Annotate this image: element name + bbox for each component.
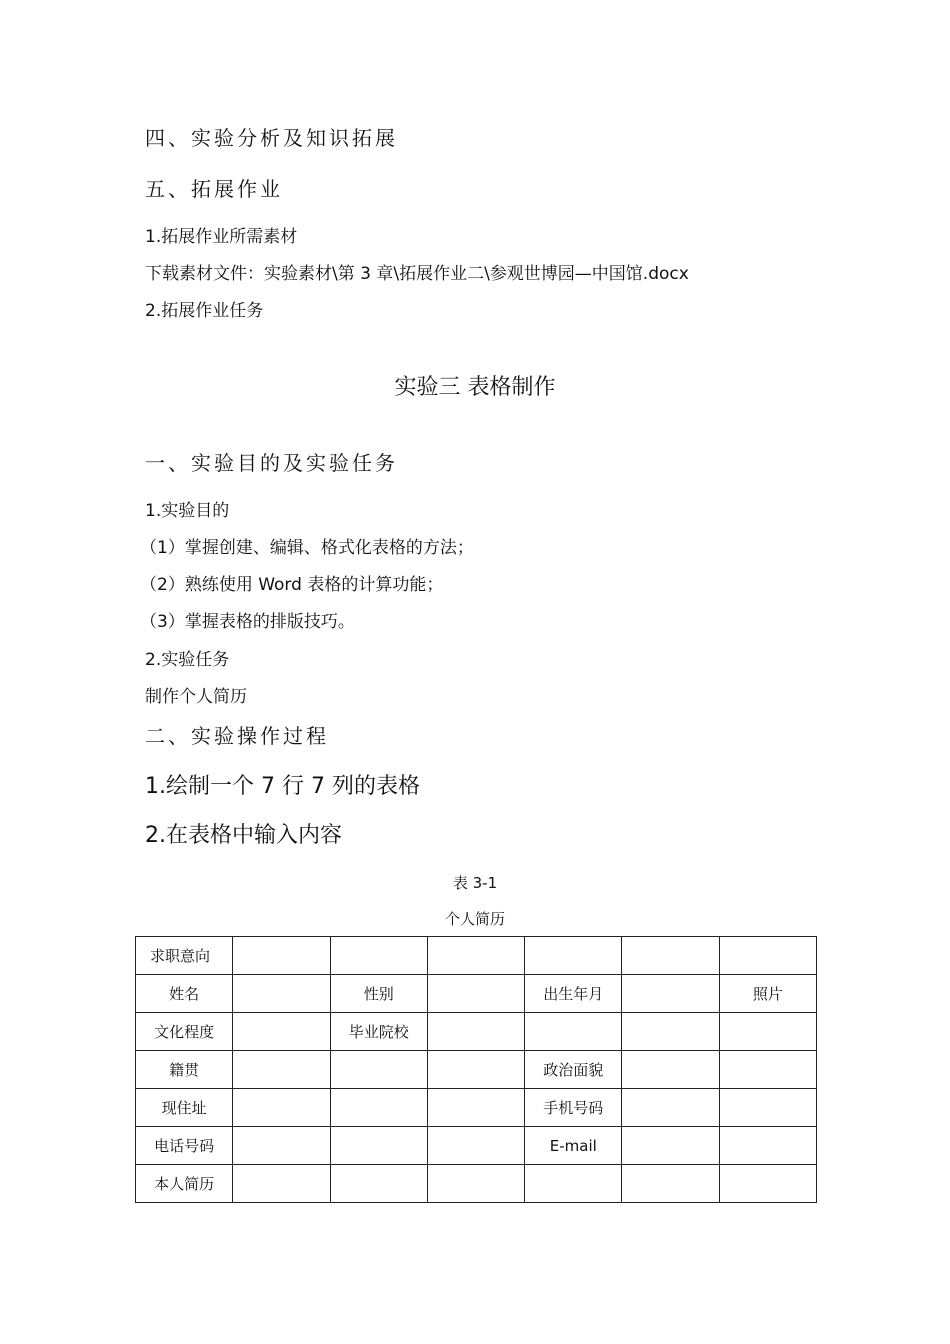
- table-cell: [719, 1051, 816, 1089]
- table-cell: [622, 1013, 719, 1051]
- table-cell: [233, 937, 330, 975]
- step-2: 2.在表格中输入内容: [145, 823, 342, 848]
- table-cell: [525, 1165, 622, 1203]
- task-text: 制作个人简历: [145, 687, 247, 707]
- download-path-text: 下载素材文件：实验素材\第 3 章\拓展作业二\参观世博园—中国馆.docx: [145, 264, 689, 284]
- goal-item-3: （3）掌握表格的排版技巧。: [140, 612, 355, 632]
- table-row: [136, 975, 817, 1013]
- table-cell: [719, 1089, 816, 1127]
- table-cell: [233, 975, 330, 1013]
- table-cell: [525, 937, 622, 975]
- section-heading-5: 五、拓展作业: [145, 177, 283, 201]
- experiment-title: 实验三 表格制作: [394, 375, 556, 400]
- table-row: [136, 1013, 817, 1051]
- goal-item-1: （1）掌握创建、编辑、格式化表格的方法；: [140, 538, 474, 558]
- table-cell: [427, 937, 524, 975]
- table-cell: [330, 1051, 427, 1089]
- table-row: [136, 1089, 817, 1127]
- table-cell: [622, 1089, 719, 1127]
- table-cell: [719, 1013, 816, 1051]
- table-cell: [427, 1165, 524, 1203]
- table-cell: [330, 1127, 427, 1165]
- table-cell: 政治面貌: [525, 1051, 622, 1089]
- table-cell: [622, 937, 719, 975]
- table-cell: E-mail: [525, 1127, 622, 1165]
- table-cell: [719, 1127, 816, 1165]
- table-cell: [330, 937, 427, 975]
- table-cell: 籍贯: [136, 1051, 233, 1089]
- table-cell: [233, 1051, 330, 1089]
- step-1: 1.绘制一个 7 行 7 列的表格: [145, 774, 420, 799]
- table-row: [136, 1051, 817, 1089]
- table-cell: [622, 1127, 719, 1165]
- goal-item-2: （2）熟练使用 Word 表格的计算功能；: [140, 575, 444, 595]
- table-caption-number: 表 3-1: [452, 874, 498, 892]
- subheading-task: 2.拓展作业任务: [145, 301, 264, 321]
- table-cell: [330, 1165, 427, 1203]
- table-cell: [427, 1127, 524, 1165]
- table-cell: [719, 937, 816, 975]
- subheading-goal: 1.实验目的: [145, 501, 230, 521]
- table-cell: 出生年月: [525, 975, 622, 1013]
- table-caption-title: 个人简历: [444, 910, 505, 928]
- table-row: [136, 937, 817, 975]
- table-cell: [427, 1089, 524, 1127]
- table-cell: [719, 1165, 816, 1203]
- subheading-materials: 1.拓展作业所需素材: [145, 227, 298, 247]
- table-cell: 手机号码: [525, 1089, 622, 1127]
- table-cell: 性别: [330, 975, 427, 1013]
- table-cell: [233, 1013, 330, 1051]
- table-cell: 姓名: [136, 975, 233, 1013]
- section-heading-2: 二、实验操作过程: [145, 724, 329, 748]
- table-cell: [427, 975, 524, 1013]
- section-heading-1: 一、实验目的及实验任务: [145, 451, 398, 475]
- table-cell: 求职意向: [136, 937, 233, 975]
- table-cell: [622, 1165, 719, 1203]
- table-cell: 文化程度: [136, 1013, 233, 1051]
- table-row: [136, 1165, 817, 1203]
- table-cell: [525, 1013, 622, 1051]
- table-cell: [330, 1089, 427, 1127]
- table-cell: [233, 1165, 330, 1203]
- table-cell: 毕业院校: [330, 1013, 427, 1051]
- table-cell: [622, 975, 719, 1013]
- table-cell: [427, 1051, 524, 1089]
- table-cell: 本人简历: [136, 1165, 233, 1203]
- table-cell: [622, 1051, 719, 1089]
- table-row: [136, 1127, 817, 1165]
- table-cell: 现住址: [136, 1089, 233, 1127]
- resume-table: [135, 936, 817, 1203]
- table-cell: 电话号码: [136, 1127, 233, 1165]
- section-heading-4: 四、实验分析及知识拓展: [145, 126, 398, 150]
- subheading-experiment-task: 2.实验任务: [145, 650, 230, 670]
- table-cell: 照片: [719, 975, 816, 1013]
- table-cell: [233, 1089, 330, 1127]
- table-cell: [233, 1127, 330, 1165]
- table-cell: [427, 1013, 524, 1051]
